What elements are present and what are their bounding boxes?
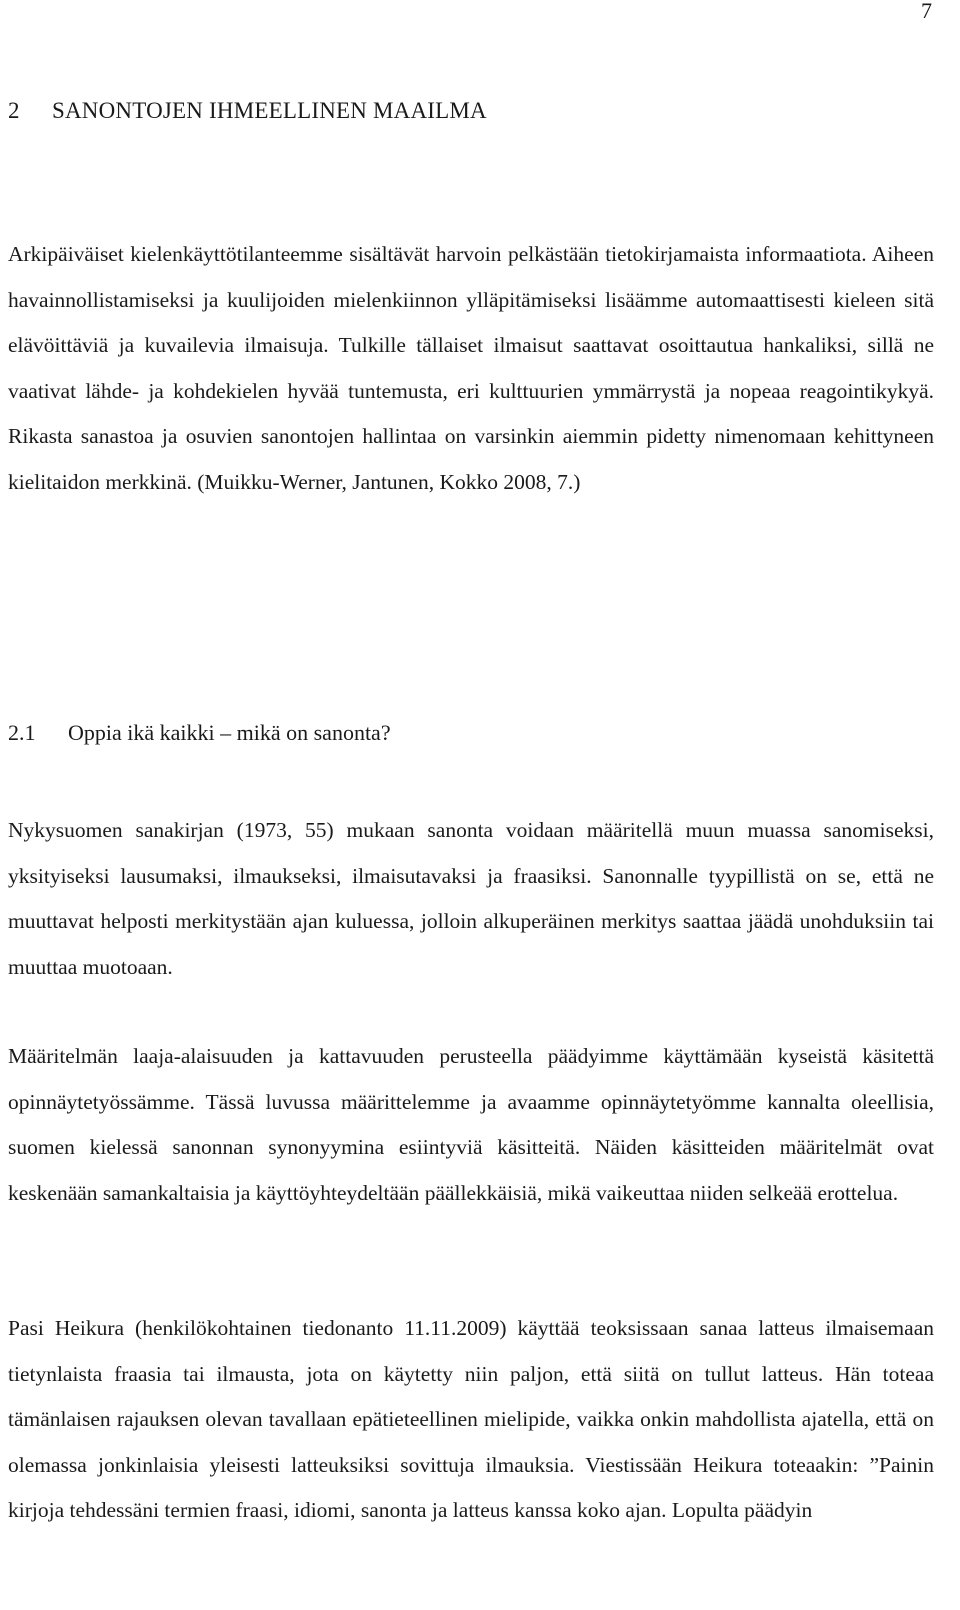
chapter-number: 2 [8, 98, 20, 123]
chapter-heading [8, 98, 487, 124]
body-paragraph: Nykysuomen sanakirjan (1973, 55) mukaan sanonta voidaan määritellä muun muassa sanomiseksi, yksityiseksi lausumaksi, ilmaukseksi, ilmaisutavaksi ja fraasiksi. Sanonnalle tyypillistä on se, että ne muuttavat helposti merkitystään ajan kuluessa, jolloin alkuperäinen merkitys saattaa jäädä unohduksiin tai muuttaa muotoaan. [8, 818, 934, 979]
body-paragraph: Määritelmän laaja-alaisuuden ja kattavuuden perusteella päädyimme käyttämään kyseistä käsitettä opinnäytetyössämme. Tässä luvussa määrittelemme ja avaamme opinnäytetyömme kannalta oleellisia, suomen kielessä sanonnan synonyymina esiintyviä käsitteitä. Näiden käsitteiden määritelmät ovat keskenään samankaltaisia ja käyttöyhteydeltään päällekkäisiä, mikä vaikeuttaa niiden selkeää erottelua. [8, 1044, 934, 1205]
section-heading [8, 720, 391, 746]
body-paragraph: Arkipäiväiset kielenkäyttötilanteemme sisältävät harvoin pelkästään tietokirjamaista informaatiota. Aiheen havainnollistamiseksi ja kuulijoiden mielenkiinnon ylläpitämiseksi lisäämme automaattisesti kieleen sitä elävöittäviä ja kuvailevia ilmaisuja. Tulkille tällaiset ilmaisut saattavat osoittautua hankaliksi, sillä ne vaativat lähde- ja kohdekielen hyvää tuntemusta, eri kulttuurien ymmärrystä ja nopeaa reagointikykyä. Rikasta sanastoa ja osuvien sanontojen hallintaa on varsinkin aiemmin pidetty nimenomaan kehittyneen kielitaidon merkkinä. (Muikku-Werner, Jantunen, Kokko 2008, 7.) [8, 242, 934, 494]
body-paragraph: Pasi Heikura (henkilökohtainen tiedonanto 11.11.2009) käyttää teoksissaan sanaa latteus ilmaisemaan tietynlaista fraasia tai ilmausta, jota on käytetty niin paljon, että siitä on tullut latteus. Hän toteaa tämänlaisen rajauksen olevan tavallaan epätieteellinen mielipide, vaikka onkin mahdollista ajatella, että on olemassa jonkinlaisia yleisesti latteuksiksi sovittuja ilmauksia. Viestissään Heikura toteaakin: ”Painin kirjoja tehdessäni termien fraasi, idiomi, sanonta ja latteus kanssa koko ajan. Lopulta päädyin [8, 1316, 934, 1522]
chapter-title: SANONTOJEN IHMEELLINEN MAAILMA [52, 98, 487, 123]
section-title: Oppia ikä kaikki – mikä on sanonta? [68, 720, 391, 745]
page-number: 7 [921, 0, 932, 23]
section-number: 2.1 [8, 720, 36, 745]
